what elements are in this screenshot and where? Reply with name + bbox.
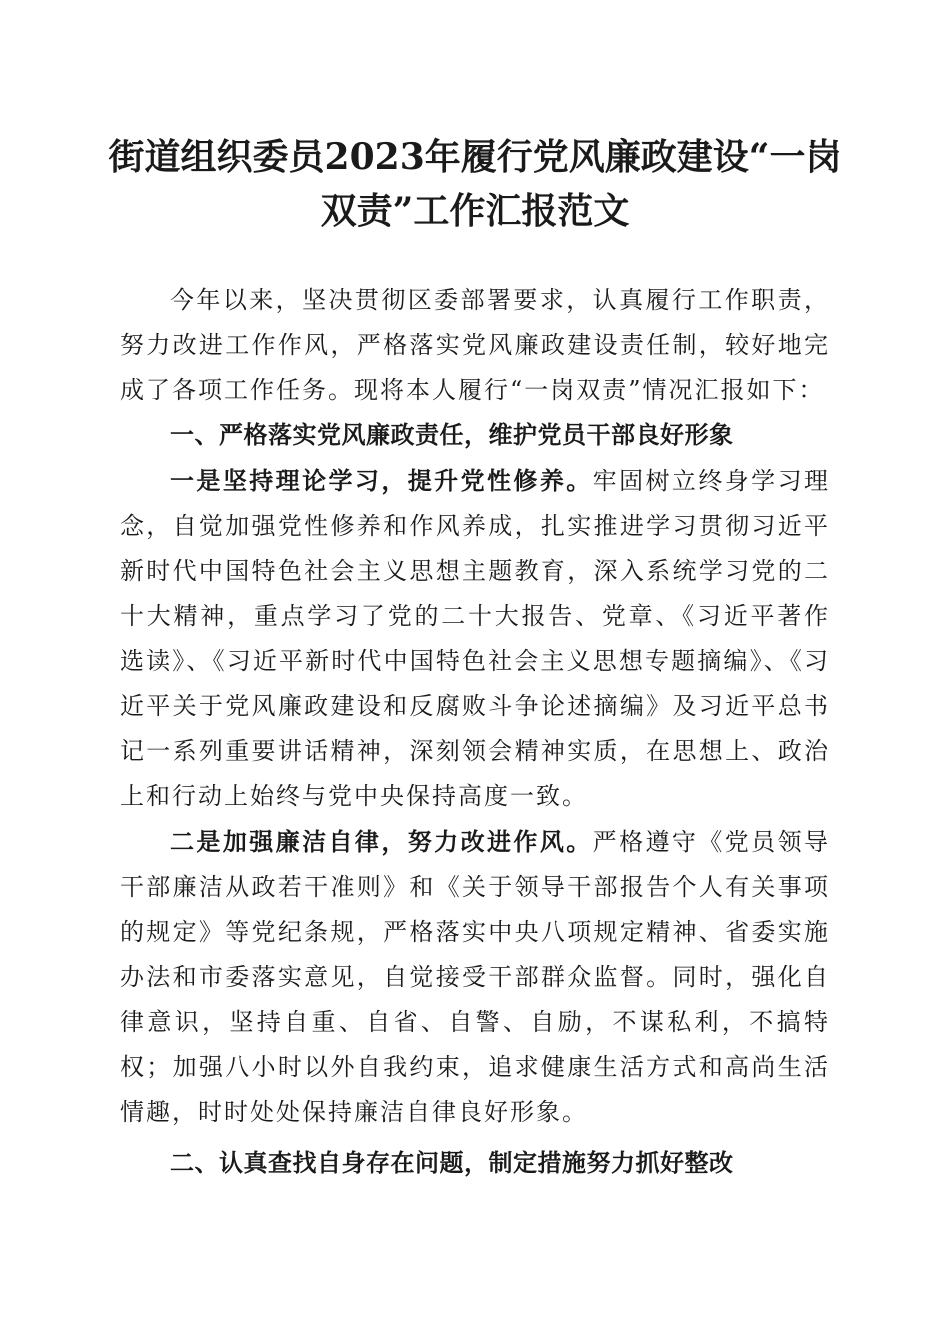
section-1-paragraph-1 xyxy=(120,458,830,819)
document-title: 街道组织委员2023年履行党风廉政建设“一岗双责”工作汇报范文 xyxy=(108,136,842,232)
document-body xyxy=(120,278,830,1186)
section-2-heading: 二、认真查找自身存在问题，制定措施努力抓好整改 xyxy=(170,1149,734,1177)
section-1-paragraph-2 xyxy=(120,819,830,1135)
intro-paragraph: 今年以来，坚决贯彻区委部署要求，认真履行工作职责，努力改进工作作风，严格落实党风廉政建设责任制，较好地完成了各项工作任务。现将本人履行“一岗双责”情况汇报如下： xyxy=(120,286,830,404)
paragraph-text: 牢固树立终身学习理念，自觉加强党性修养和作风养成，扎实推进学习贯彻习近平新时代中国特色社会主义思想主题教育，深入系统学习党的二十大精神，重点学习了党的二十大报告、党章、《习近平著作选读》、《习近平新时代中国特色社会主义思想专题摘编》、《习近平关于党风廉政建设和反腐败斗争论述摘编》及习近平总书记一系列重要讲话精神，深刻领会精神实质，在思想上、政治上和行动上始终与党中央保持高度一致。 xyxy=(120,467,831,810)
paragraph-text: 严格遵守《党员领导干部廉洁从政若干准则》和《关于领导干部报告个人有关事项的规定》等党纪条规，严格落实中央八项规定精神、省委实施办法和市委落实意见，自觉接受干部群众监督。同时，强化自律意识，坚持自重、自省、自警、自励，不谋私利，不搞特权；加强八小时以外自我约束，追求健康生活方式和高尚生活情趣，时时处处保持廉洁自律良好形象。 xyxy=(120,828,831,1126)
paragraph-lead: 二是加强廉洁自律，努力改进作风。 xyxy=(170,827,593,856)
section-1-heading: 一、严格落实党风廉政责任，维护党员干部良好形象 xyxy=(170,421,734,449)
paragraph-lead: 一是坚持理论学习，提升党性修养。 xyxy=(170,466,593,495)
